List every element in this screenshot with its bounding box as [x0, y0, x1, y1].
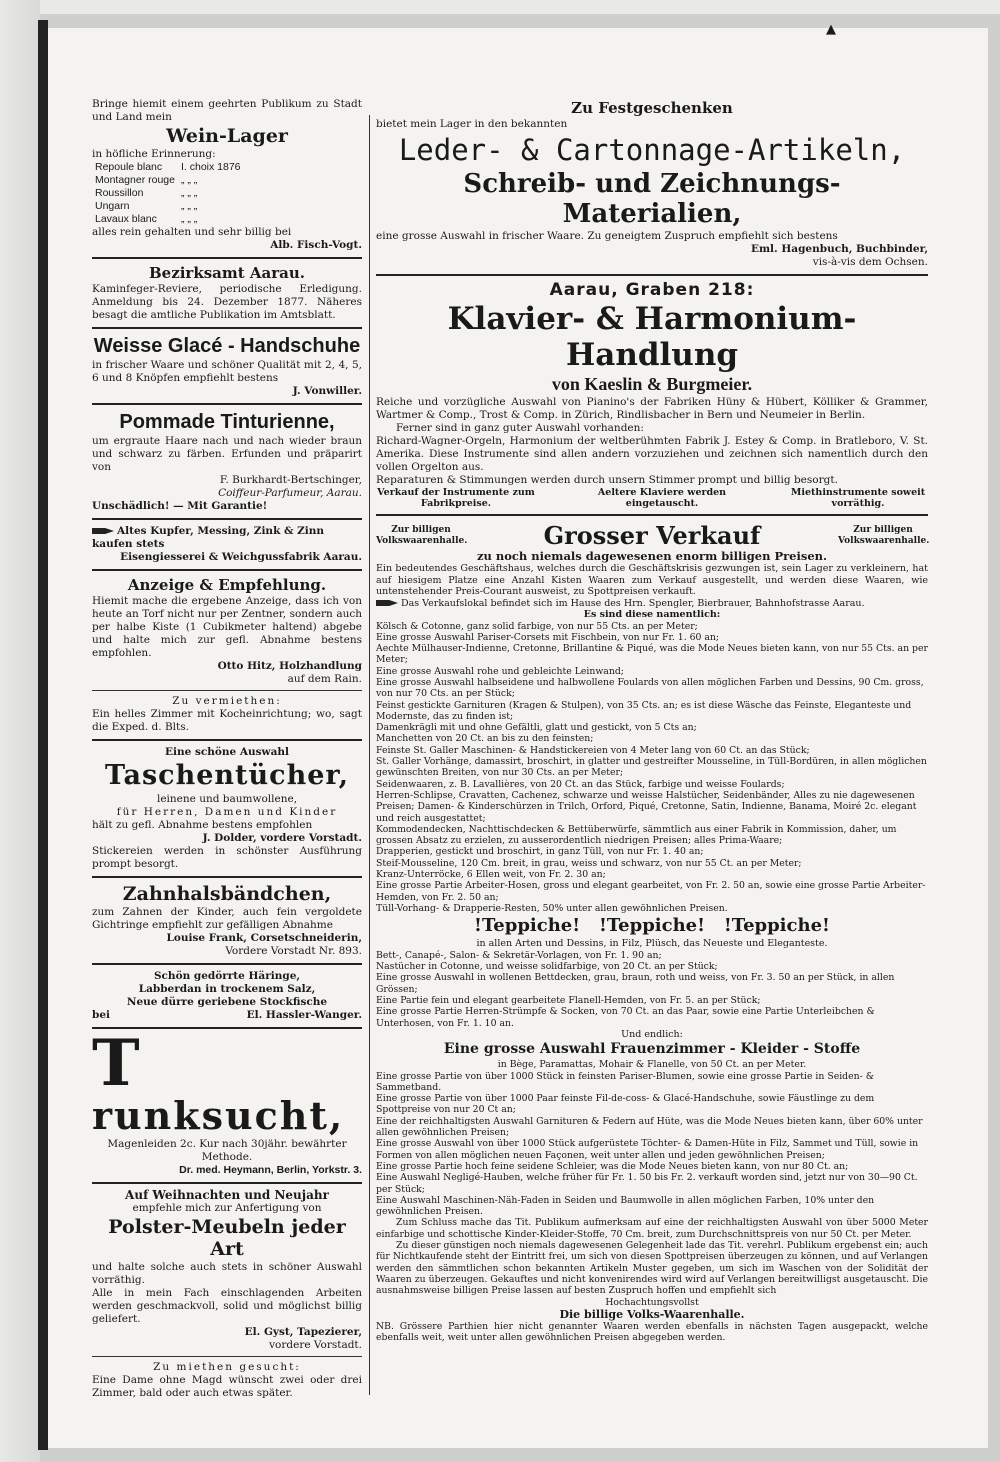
glace-signature: J. Vonwiller.: [292, 385, 362, 397]
festgeschenke-intro: bietet mein Lager in den bekannten: [376, 118, 568, 130]
und-endlich: Und endlich:: [621, 1028, 683, 1040]
list-item: Feinst gestickte Garnituren (Kragen & Stulpen), von 35 Cts. an; es ist diese Wäsche das Feinste, Eleganteste und Modernste, das zu finden ist;: [376, 699, 912, 722]
festgeschenke-big2: Schreib- und Zeichnungs-Materialien,: [463, 169, 841, 229]
list-item: Eine grosse Auswahl rohe und gebleichte Leinwand;: [376, 665, 624, 677]
wein-title: Wein-Lager: [166, 125, 288, 147]
taschentuecher-title: Taschentücher,: [104, 760, 350, 791]
grosser-verkauf-title: Grosser Verkauf: [543, 521, 761, 550]
wine-name: Repoule blanc: [95, 161, 163, 173]
lokal-label: Das Verkaufslokal befindet sich im Hause des Hrn. Spengler, Bierbrauer, Bahnhofstrasse Aarau.: [401, 597, 865, 609]
table-row: [92, 187, 244, 200]
vermiethen-text: Ein helles Zimmer mit Kocheinrichtung; wo, sagt die Exped. d. Blts.: [92, 708, 362, 733]
pointing-hand-icon: [376, 598, 398, 608]
list-item: Eine grosse Auswahl von über 1000 Stück aufgerüstete Töchter- & Damen-Hüte in Filz, Sammet und Tüll, sowie in Formen von allen möglichen neuen Façonen, weit unter allen und jeden gewöhnlichen Preisen;: [376, 1138, 919, 1161]
divider: [376, 514, 928, 516]
klavier-text1: Reiche und vorzügliche Auswahl von Pianino's der Fabriken Hüny & Hübert, Kölliker & Grammer, Wartmer & Comp., Trost & Comp. in Zürich, Rindlisbacher in Bern und Neumeier in Berlin.: [376, 396, 928, 421]
klavier-address: Aarau, Graben 218:: [549, 280, 755, 300]
altes-text: [92, 525, 362, 551]
list-item: Eine Auswahl Maschinen-Näh-Faden in Seiden und Baumwolle in allen möglichen Farben, 10% unter den gewöhnlichen Preisen.: [376, 1194, 875, 1218]
trunksucht-title: runksucht,: [92, 1093, 345, 1138]
trunksucht-text: Magenleiden 2c. Kur nach 30jähr. bewährter Methode.: [107, 1138, 347, 1163]
festgeschenke-big1: Leder- & Cartonnage-Artikeln,: [398, 133, 906, 167]
list-item: Feinste St. Galler Maschinen- & Handstickereien von 4 Meter lang von 60 Ct. an das Stück;: [376, 744, 810, 756]
divider: [92, 257, 362, 259]
volkswaarenhalle-left: Zur billigen Volkswaarenhalle.: [376, 524, 468, 546]
zahnhals-signature: Louise Frank, Corsetschneiderin,: [166, 932, 362, 944]
haeringe-line-3: Neue dürre geriebene Stockfische: [126, 996, 328, 1008]
divider: [92, 403, 362, 405]
anzeige-signature: Otto Hitz, Holzhandlung: [217, 660, 362, 672]
anzeige-address: auf dem Rain.: [287, 673, 362, 685]
divider: [92, 1027, 362, 1029]
divider: [92, 1182, 362, 1184]
wine-list: [92, 161, 244, 226]
haeringe-signature: El. Hassler-Wanger.: [246, 1009, 362, 1021]
wein-sub: in höfliche Erinnerung:: [92, 148, 216, 160]
altes-signature: Eisengiesserei & Weichgussfabrik Aarau.: [120, 551, 362, 563]
trunksucht-ad: [92, 1034, 362, 1177]
item-list-1: [376, 621, 928, 915]
list-item: Eine grosse Auswahl halbseidene und halbwollene Foulards von allen möglichen Farben und Dessins, 90 Cm. gross, von nur 70 Cts. an per Stück;: [376, 676, 924, 700]
wine-grade: I. choix 1876: [180, 161, 241, 173]
klavier-text4: Reparaturen & Stimmungen werden durch unsern Stimmer prompt und billig besorgt.: [376, 474, 838, 486]
table-row: [92, 200, 244, 213]
wine-name: Lavaux blanc: [95, 213, 157, 225]
bezirksamt-title: Bezirksamt Aarau.: [148, 264, 306, 282]
table-row: [92, 161, 244, 174]
pommade-maker: F. Burkhardt-Bertschinger,: [219, 474, 362, 486]
klavier-footer-2: Aeltere Klaviere werden eingetauscht.: [597, 487, 727, 509]
list-item: Eine grosse Partie hoch feine seidene Schleier, was die Mode Neues bieten kann, von nur 80 Ct. an;: [376, 1160, 849, 1172]
list-item: Steif-Mousseline, 120 Cm. breit, in grau, weiss und schwarz, von nur 55 Ct. an per Meter;: [376, 857, 802, 869]
grosser-verkauf-lokal: [376, 598, 928, 610]
haeringe-line-1: Schön gedörrte Häringe,: [153, 970, 301, 982]
festgeschenke-signature: Eml. Hagenbuch, Buchbinder,: [750, 243, 928, 255]
wein-signature: Alb. Fisch-Vogt.: [270, 239, 362, 251]
grosser-verkauf-es: Es sind diese namentlich:: [583, 609, 721, 620]
pointing-hand-icon: [92, 526, 114, 536]
list-item: Kommodendecken, Nachttischdecken & Bettüberwürfe, sämmtlich aus einer Fabrik in Kommission, daher, um grossen Absatz zu erzielen, zu ausserordentlich niedrigen Preisen; alles Prima-Waare;: [376, 823, 897, 847]
wine-grade: „ „ „: [180, 200, 198, 212]
list-item: Eine grosse Auswahl Pariser-Corsets mit Fischbein, von nur Fr. 1. 60 an;: [376, 631, 720, 643]
wine-grade: „ „ „: [180, 187, 198, 199]
schluss-text-1: Zum Schluss mache das Tit. Publikum aufmerksam auf eine der reichhaltigsten Auswahl von über 5000 Meter einfarbige und schottische Kinder-Kleider-Stoffe, 70 Cm. breit, zum Durchschnittspreis von nur 50 Ct. per Meter.: [376, 1217, 928, 1240]
divider: [376, 274, 928, 276]
schluss-text-2: Zu dieser günstigen noch niemals dagewesenen Gelegenheit lade das Tit. verehrl. Publikum ergebenst ein; auch für Nichtkaufende steht der Eintritt frei, um sich von diesen Spottpreisen überzeugen zu können, und auf Verlangen werden den sämmtlichen schon bekannten Artikeln Muster gegeben, um sich im Waschen von der Solidität der Waaren zu überzeugen. Gekauftes und nicht konvenirendes wird wird auf Verlangen bereitwilligst ausgetauscht. Die ausnahmsweise billigen Preise lassen auf besten Zuspruch hoffen und empfiehlt sich: [376, 1240, 928, 1297]
festgeschenke-title: Zu Festgeschenken: [571, 99, 733, 117]
corner-mark-icon: ▲: [826, 22, 836, 37]
teppiche-sub: in allen Arten und Dessins, in Filz, Plüsch, das Neueste und Eleganteste.: [476, 938, 828, 950]
left-column: [92, 98, 362, 1400]
divider: [92, 690, 362, 691]
klavier-firm: von Kaeslin & Burgmeier.: [551, 374, 753, 394]
page-spine: [38, 20, 48, 1450]
wine-name: Ungarn: [95, 200, 130, 212]
list-item: Nastücher in Cotonne, und weisse solidfarbige, von 20 Ct. an per Stück;: [376, 961, 718, 973]
right-column: [376, 98, 928, 1343]
list-item: Kranz-Unterröcke, 6 Ellen weit, von Fr. 2. 30 an;: [376, 869, 606, 881]
klavier-footer-3: Miethinstrumente soweit vorräthig.: [790, 487, 926, 509]
list-item: Kölsch & Cotonne, ganz solid farbige, von nur 55 Cts. an per Meter;: [376, 620, 698, 632]
divider: [92, 876, 362, 878]
list-item: Eine grosse Partie Arbeiter-Hosen, gross und elegant gearbeitet, von Fr. 2. 50 an, sowie eine grosse Partie Arbeiter-Hemden, von Fr. 2. 50 an;: [376, 880, 926, 903]
list-item: Eine grosse Partie von über 1000 Paar feinste Fil-de-coss- & Glacé-Handschuhe, sowie Fäustlinge zu dem Spottpreise von nur 20 Ct an;: [376, 1093, 875, 1116]
divider: [92, 518, 362, 520]
weihnachten-text2: und halte solche auch stets in schöner Auswahl vorräthig.: [92, 1261, 362, 1286]
table-row: [92, 213, 244, 226]
weihnachten-text3: Alle in mein Fach einschlagenden Arbeiten werden geschmackvoll, solid und möglichst billig geliefert.: [92, 1287, 362, 1325]
pommade-role: Coiffeur-Parfumeur, Aarau.: [218, 487, 362, 499]
grosser-verkauf-sub: zu noch niemals dagewesenen enorm billigen Preisen.: [476, 549, 828, 563]
klavier-text3: Richard-Wagner-Orgeln, Harmonium der weltberühmten Fabrik J. Estey & Comp. in Bratleboro, V. St. Amerika. Diese Instrumente sind allen andern vorzuziehen und zeichnen sich namentlich durch den vollen Orgelton aus.: [376, 435, 928, 473]
divider: [92, 1356, 362, 1357]
list-item: Damenkrägli mit und ohne Gefältli, glatt und gestickt, von 5 Cts an;: [376, 722, 697, 734]
volkswaarenhalle-right: Zur billigen Volkswaarenhalle.: [837, 524, 930, 546]
bezirksamt-text: Kaminfeger-Reviere, periodische Erledigung. Anmeldung bis 24. Dezember 1877. Näheres besagt die amtliche Publikation im Amtsblatt.: [92, 283, 362, 321]
pommade-text: um ergraute Haare nach und nach wieder braun und schwarz zu färben. Erfunden und präparirt von: [92, 435, 362, 473]
glace-title: Weisse Glacé - Handschuhe: [93, 335, 361, 357]
taschentuecher-sub: leinene und baumwollene,: [156, 793, 298, 805]
wine-grade: „ „ „: [180, 213, 198, 225]
anzeige-text: Hiemit mache die ergebene Anzeige, dass ich von heute an Torf nicht nur per Zentner, sondern auch per halbe Kiste (1 Cubikmeter haltend) abgebe und halte mich zur gefl. Abnahme bestens empfohlen.: [92, 595, 362, 659]
pommade-end: Unschädlich! — Mit Garantie!: [92, 500, 268, 512]
item-list-2: [376, 950, 928, 1029]
trunksucht-initial: T: [92, 1034, 140, 1101]
haeringe-line-2: Labberdan in trockenem Salz,: [138, 983, 316, 995]
taschentuecher-signature: J. Dolder, vordere Vorstadt.: [202, 832, 362, 844]
klavier-footer-row: [376, 487, 928, 509]
list-item: Bett-, Canapé-, Salon- & Sekretär-Vorlagen, von Fr. 1. 90 an;: [376, 949, 662, 961]
klavier-title: Klavier- & Harmonium-Handlung: [447, 301, 857, 373]
weihnachten-text: empfehle mich zur Anfertigung von: [132, 1202, 322, 1214]
gesucht-title: Zu miethen gesucht:: [153, 1361, 301, 1373]
wein-end: alles rein gehalten und sehr billig bei: [92, 226, 292, 238]
weihnachten-signature: El. Gyst, Tapezierer,: [244, 1326, 362, 1338]
klavier-text2: Ferner sind in ganz guter Auswahl vorhanden:: [396, 422, 644, 434]
list-item: Eine grosse Partie Herren-Strümpfe & Socken, von 70 Ct. an das Paar, sowie eine Partie Unterleibchen & Unterhosen, von Fr. 1. 10 an.: [376, 1006, 875, 1029]
zahnhals-address: Vordere Vorstadt Nr. 893.: [225, 945, 362, 957]
item-list-3: [376, 1059, 928, 1217]
list-item: Eine Auswahl Negligé-Hauben, welche früher für Fr. 1. 50 bis Fr. 2. verkauft worden sind, jetzt nur von 30—90 Ct. per Stück;: [376, 1172, 918, 1195]
divider: [92, 739, 362, 741]
pommade-title: Pommade Tinturienne,: [119, 411, 335, 433]
vermiethen-title: Zu vermiethen:: [172, 695, 282, 707]
list-item: in Bège, Paramattas, Mohair & Flanelle, von 50 Ct. an per Meter.: [497, 1059, 807, 1071]
divider: [92, 327, 362, 329]
taschentuecher-extra: Stickereien werden in schönster Ausführung prompt besorgt.: [92, 845, 362, 870]
zahnhals-text: zum Zahnen der Kinder, auch fein vergoldete Gichtringe empfiehlt zur gefälligen Abnahme: [92, 906, 362, 931]
column-divider: [369, 115, 370, 1395]
haeringe-signature-line: [92, 1009, 362, 1022]
list-item: Eine grosse Partie von über 1000 Stück in feinsten Pariser-Blumen, sowie eine grosse Partie in Seiden- & Sammetband.: [376, 1070, 874, 1093]
altes-label: Altes Kupfer, Messing, Zink & Zinn kaufen stets: [92, 525, 325, 550]
grosser-verkauf-header: [376, 521, 928, 550]
divider: [92, 963, 362, 965]
wine-grade: „ „ „: [180, 174, 198, 186]
divider: [92, 569, 362, 571]
list-item: St. Galler Vorhänge, damassirt, broschirt, in glatter und gestreifter Mousseline, in Tüll-Bordüren, in allen möglichen gewünschten Breiten, von nur 30 Cts. an per Meter;: [376, 756, 927, 779]
list-item: Aechte Mülhauser-Indienne, Cretonne, Brillantine & Piqué, was die Mode Neues bieten kann, von nur 55 Cts. an per Meter;: [376, 643, 928, 666]
taschentuecher-text: hält zu gefl. Abnahme bestens empfohlen: [92, 819, 313, 831]
grosser-verkauf-text: Ein bedeutendes Geschäftshaus, welches durch die Geschäftskrisis gezwungen ist, sein Lager zu verkleinern, hat auf hiesigem Platze eine Anzahl Kisten Waaren zum Verkauf ausgestellt, und werden diese Waaren, wie untenstehender Preis-Courant ausweist, zu Spottpreisen verkauft.: [376, 563, 928, 597]
schluss-signature: Die billige Volks-Waarenhalle.: [559, 1307, 745, 1321]
gesucht-text: Eine Dame ohne Magd wünscht zwei oder drei Zimmer, bald oder auch etwas später.: [92, 1374, 362, 1399]
wine-name: Montagner rouge: [95, 174, 175, 186]
list-item: Drapperien, gestickt und broschirt, in ganz Tüll, von nur Fr. 1. 40 an;: [376, 846, 704, 858]
glace-text: in frischer Waare und schöner Qualität mit 2, 4, 5, 6 und 8 Knöpfen empfiehlt bestens: [92, 359, 362, 384]
scan-top-strip: [0, 0, 1000, 14]
teppiche-title: !Teppiche! !Teppiche! !Teppiche!: [474, 915, 830, 937]
list-item: Eine Partie fein und elegant gearbeitete Flanell-Hemden, von Fr. 5. an per Stück;: [376, 994, 761, 1006]
taschentuecher-for: für Herren, Damen und Kinder: [116, 806, 338, 818]
zahnhals-title: Zahnhalsbändchen,: [122, 883, 332, 905]
anzeige-title: Anzeige & Empfehlung.: [127, 576, 327, 594]
haeringe-bei: bei: [92, 1009, 111, 1021]
frauen-title: Eine grosse Auswahl Frauenzimmer - Kleider - Stoffe: [443, 1041, 861, 1058]
festgeschenke-text: eine grosse Auswahl in frischer Waare. Zu geneigtem Zuspruch empfiehlt sich bestens: [376, 230, 838, 242]
list-item: Manchetten von 20 Ct. an bis zu den feinsten;: [376, 733, 594, 745]
nb-text: NB. Grössere Parthien hier nicht genannter Waaren werden ebenfalls in nächsten Tagen ausgepackt, welche ebenfalls weit, weit unter allen gewöhnlichen Preisen abgegeben werden.: [376, 1320, 928, 1344]
wein-intro: Bringe hiemit einem geehrten Publikum zu Stadt und Land mein: [92, 98, 362, 123]
schluss-hochachtung: Hochachtungsvollst: [605, 1296, 699, 1308]
scan-left-edge: [0, 0, 40, 1462]
weihnachten-title: Auf Weihnachten und Neujahr: [125, 1188, 329, 1202]
weihnachten-address: vordere Vorstadt.: [269, 1339, 362, 1351]
klavier-footer-1: Verkauf der Instrumente zum Fabrikpreise.: [377, 487, 535, 509]
list-item: Seidenwaaren, z. B. Lavallières, von 20 Ct. an das Stück, farbige und weisse Foulards;: [376, 778, 785, 790]
weihnachten-big: Polster-Meubeln jeder Art: [108, 1216, 346, 1260]
festgeschenke-address: vis-à-vis dem Ochsen.: [812, 256, 928, 268]
wine-name: Roussillon: [95, 187, 144, 199]
list-item: Eine der reichhaltigsten Auswahl Garnituren & Federn auf Hüte, was die Mode Neues bieten kann, über 60% unter allen gewöhnlichen Preisen;: [376, 1115, 923, 1139]
list-item: Tüll-Vorhang- & Drapperie-Resten, 50% unter allen gewöhnlichen Preisen.: [376, 902, 728, 914]
trunksucht-signature: Dr. med. Heymann, Berlin, Yorkstr. 3.: [179, 1164, 362, 1176]
list-item: Herren-Schlipse, Cravatten, Cachenez, schwarze und weisse Halstücher, Seidenbänder, Alles zu nie dagewesenen Preisen; Damen- & Kinderschürzen in Trilch, Orford, Piqué, Cretonne, Satin, Indienne, Banama, Moiré 2c. elegant und reich ausgestattet;: [376, 789, 917, 824]
list-item: Eine grosse Auswahl in wollenen Bettdecken, grau, braun, roth und weiss, von Fr. 3. 50 an per Stück, in allen Grössen;: [376, 972, 895, 995]
table-row: [92, 174, 244, 187]
taschentuecher-pre: Eine schöne Auswahl: [164, 746, 290, 758]
